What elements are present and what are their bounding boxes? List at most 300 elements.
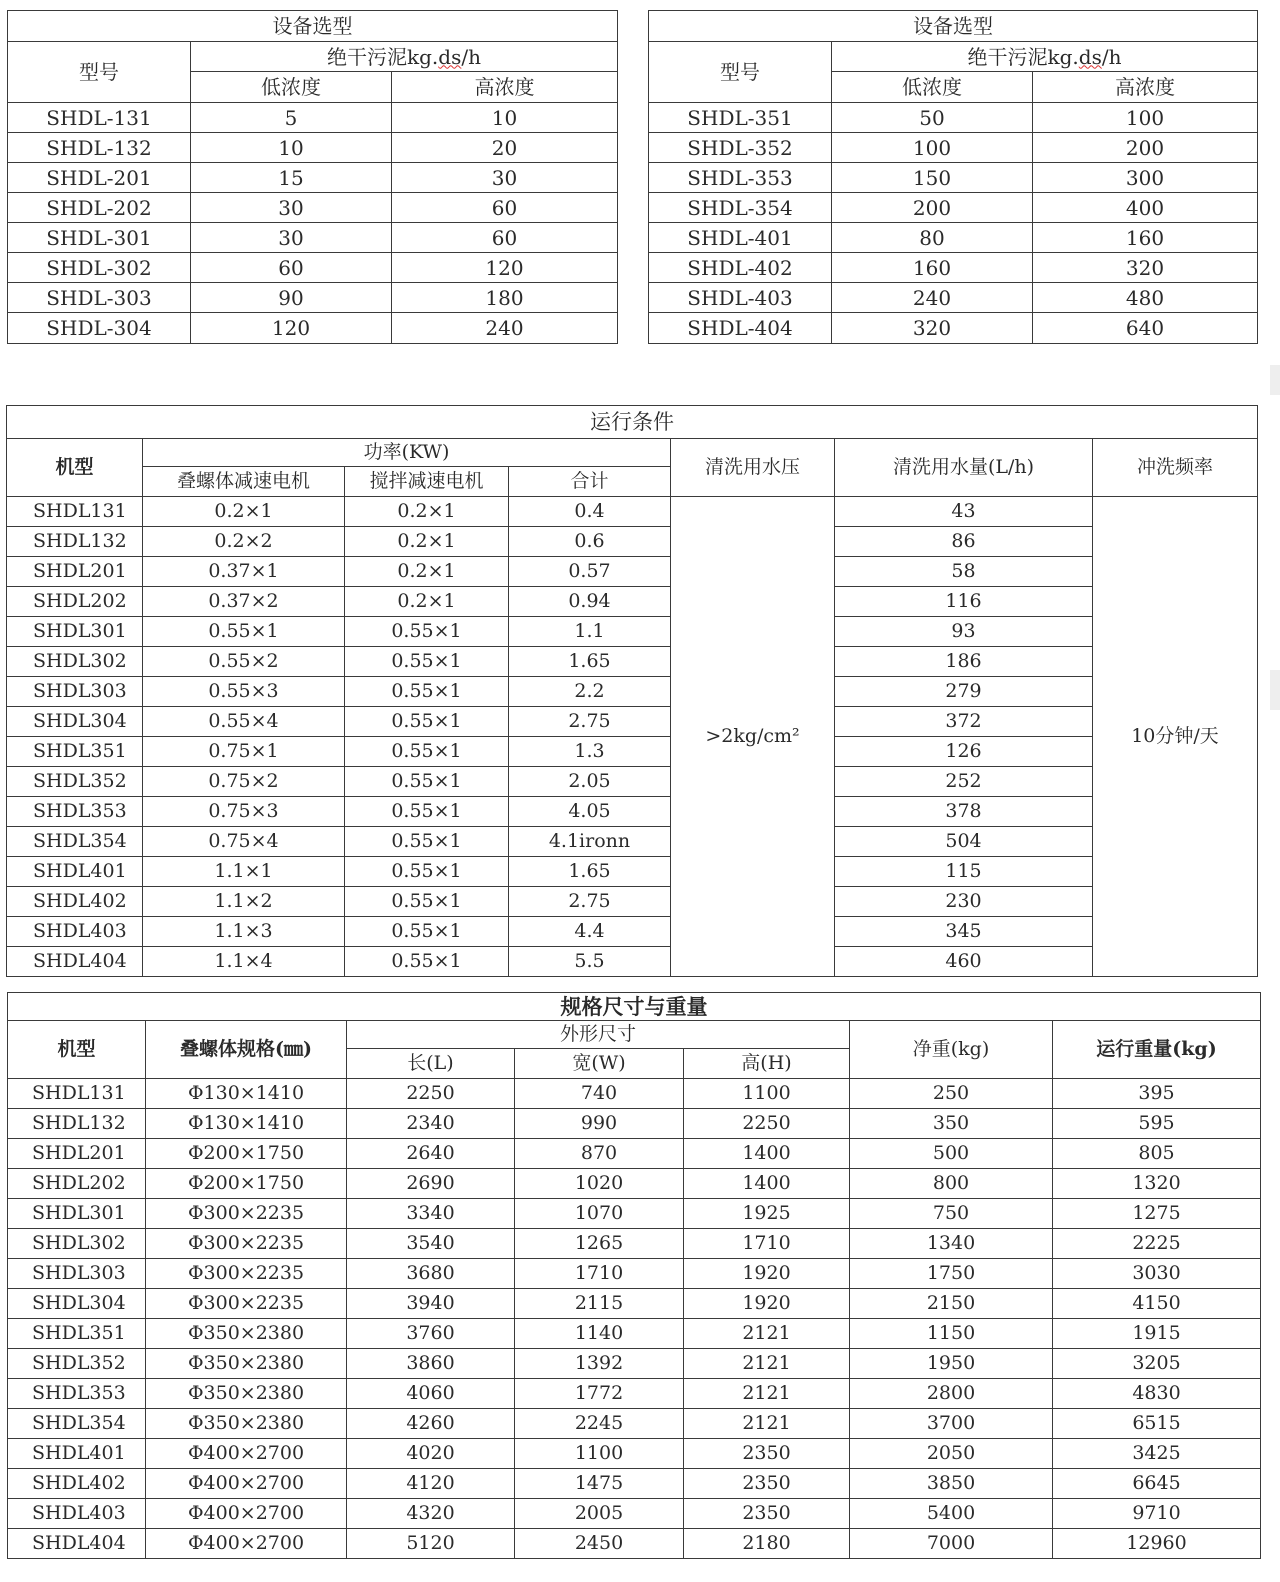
model-cell: SHDL-304 xyxy=(8,313,191,344)
height-cell: 2350 xyxy=(684,1439,850,1469)
width-cell: 1710 xyxy=(515,1259,684,1289)
screw-motor-cell: 1.1×4 xyxy=(143,947,345,977)
low-concentration-cell: 90 xyxy=(191,283,392,313)
high-concentration-cell: 400 xyxy=(1033,193,1258,223)
height-cell: 1920 xyxy=(684,1289,850,1319)
table-row xyxy=(7,497,1258,527)
selection-table-left xyxy=(7,10,618,344)
column-header-wash-frequency: 冲洗频率 xyxy=(1093,439,1258,497)
column-header-low-concentration: 低浓度 xyxy=(832,72,1033,103)
low-concentration-cell: 100 xyxy=(832,133,1033,163)
table-title: 设备选型 xyxy=(649,11,1258,42)
net-weight-cell: 5400 xyxy=(850,1499,1053,1529)
low-concentration-cell: 320 xyxy=(832,313,1033,344)
table-row xyxy=(7,947,1258,977)
screw-motor-cell: 1.1×2 xyxy=(143,887,345,917)
high-concentration-cell: 200 xyxy=(1033,133,1258,163)
model-cell: SHDL302 xyxy=(7,647,143,677)
column-group-header-dry-sludge: 绝干污泥kg.ds/h xyxy=(832,42,1258,72)
column-header-net-weight: 净重(kg) xyxy=(850,1021,1053,1079)
table-row xyxy=(8,283,618,313)
model-cell: SHDL351 xyxy=(7,737,143,767)
selection-table-right xyxy=(648,10,1258,344)
screw-spec-cell: Φ400×2700 xyxy=(146,1439,347,1469)
model-cell: SHDL352 xyxy=(8,1349,146,1379)
high-concentration-cell: 640 xyxy=(1033,313,1258,344)
screw-spec-cell: Φ130×1410 xyxy=(146,1079,347,1109)
running-weight-cell: 395 xyxy=(1053,1079,1261,1109)
wash-water-cell: 230 xyxy=(835,887,1093,917)
height-cell: 1400 xyxy=(684,1139,850,1169)
running-weight-cell: 1320 xyxy=(1053,1169,1261,1199)
column-header-screw-motor: 叠螺体减速电机 xyxy=(143,467,345,497)
length-cell: 4320 xyxy=(347,1499,515,1529)
total-power-cell: 0.4 xyxy=(509,497,671,527)
length-cell: 4260 xyxy=(347,1409,515,1439)
column-group-header-power: 功率(KW) xyxy=(143,439,671,467)
low-concentration-cell: 30 xyxy=(191,223,392,253)
net-weight-cell: 1750 xyxy=(850,1259,1053,1289)
table-row xyxy=(7,827,1258,857)
table-row xyxy=(8,1409,1261,1439)
wash-water-cell: 460 xyxy=(835,947,1093,977)
mixer-motor-cell: 0.2×1 xyxy=(345,527,509,557)
scrollbar-fragment xyxy=(1270,670,1280,710)
total-power-cell: 4.1ironn xyxy=(509,827,671,857)
net-weight-cell: 500 xyxy=(850,1139,1053,1169)
net-weight-cell: 750 xyxy=(850,1199,1053,1229)
screw-motor-cell: 0.55×4 xyxy=(143,707,345,737)
table-row xyxy=(8,1469,1261,1499)
screw-motor-cell: 1.1×3 xyxy=(143,917,345,947)
model-cell: SHDL-301 xyxy=(8,223,191,253)
column-group-header-dry-sludge: 绝干污泥kg.ds/h xyxy=(191,42,618,72)
table-row xyxy=(8,253,618,283)
total-power-cell: 1.3 xyxy=(509,737,671,767)
height-cell: 2250 xyxy=(684,1109,850,1139)
column-group-header-outer-dimensions: 外形尺寸 xyxy=(347,1021,850,1049)
length-cell: 5120 xyxy=(347,1529,515,1559)
width-cell: 990 xyxy=(515,1109,684,1139)
mixer-motor-cell: 0.55×1 xyxy=(345,797,509,827)
low-concentration-cell: 120 xyxy=(191,313,392,344)
mixer-motor-cell: 0.55×1 xyxy=(345,947,509,977)
column-header-model: 型号 xyxy=(649,42,832,103)
width-cell: 1475 xyxy=(515,1469,684,1499)
length-cell: 3540 xyxy=(347,1229,515,1259)
model-cell: SHDL351 xyxy=(8,1319,146,1349)
running-weight-cell: 805 xyxy=(1053,1139,1261,1169)
running-weight-cell: 6645 xyxy=(1053,1469,1261,1499)
model-cell: SHDL202 xyxy=(8,1169,146,1199)
model-cell: SHDL354 xyxy=(8,1409,146,1439)
wash-water-cell: 378 xyxy=(835,797,1093,827)
table-row xyxy=(649,133,1258,163)
net-weight-cell: 2050 xyxy=(850,1439,1053,1469)
high-concentration-cell: 480 xyxy=(1033,283,1258,313)
screw-motor-cell: 0.37×2 xyxy=(143,587,345,617)
table-row xyxy=(8,1349,1261,1379)
scrollbar-fragment xyxy=(1270,365,1280,395)
running-weight-cell: 6515 xyxy=(1053,1409,1261,1439)
column-header-total: 合计 xyxy=(509,467,671,497)
table-row xyxy=(7,587,1258,617)
wash-water-cell: 504 xyxy=(835,827,1093,857)
screw-spec-cell: Φ400×2700 xyxy=(146,1469,347,1499)
length-cell: 4120 xyxy=(347,1469,515,1499)
total-power-cell: 0.6 xyxy=(509,527,671,557)
screw-spec-cell: Φ350×2380 xyxy=(146,1409,347,1439)
width-cell: 1020 xyxy=(515,1169,684,1199)
mixer-motor-cell: 0.55×1 xyxy=(345,677,509,707)
wash-pressure-cell: >2kg/cm² xyxy=(671,497,835,977)
running-weight-cell: 3205 xyxy=(1053,1349,1261,1379)
net-weight-cell: 800 xyxy=(850,1169,1053,1199)
model-cell: SHDL-354 xyxy=(649,193,832,223)
table-row xyxy=(8,1139,1261,1169)
total-power-cell: 1.65 xyxy=(509,857,671,887)
running-weight-cell: 3425 xyxy=(1053,1439,1261,1469)
model-cell: SHDL202 xyxy=(7,587,143,617)
table-row xyxy=(7,737,1258,767)
table-row xyxy=(8,1169,1261,1199)
model-cell: SHDL402 xyxy=(8,1469,146,1499)
model-cell: SHDL132 xyxy=(7,527,143,557)
table-row xyxy=(649,253,1258,283)
column-header-height: 高(H) xyxy=(684,1049,850,1079)
table-row xyxy=(7,887,1258,917)
height-cell: 2121 xyxy=(684,1349,850,1379)
model-cell: SHDL404 xyxy=(8,1529,146,1559)
low-concentration-cell: 5 xyxy=(191,103,392,133)
running-weight-cell: 595 xyxy=(1053,1109,1261,1139)
dimensions-weight-table xyxy=(7,992,1261,1559)
mixer-motor-cell: 0.55×1 xyxy=(345,887,509,917)
total-power-cell: 0.94 xyxy=(509,587,671,617)
table-row xyxy=(649,163,1258,193)
running-weight-cell: 4150 xyxy=(1053,1289,1261,1319)
running-weight-cell: 1275 xyxy=(1053,1199,1261,1229)
model-cell: SHDL404 xyxy=(7,947,143,977)
model-cell: SHDL402 xyxy=(7,887,143,917)
width-cell: 870 xyxy=(515,1139,684,1169)
table-row xyxy=(8,1379,1261,1409)
total-power-cell: 4.05 xyxy=(509,797,671,827)
table-row xyxy=(649,313,1258,344)
high-concentration-cell: 160 xyxy=(1033,223,1258,253)
low-concentration-cell: 160 xyxy=(832,253,1033,283)
mixer-motor-cell: 0.55×1 xyxy=(345,827,509,857)
table-row xyxy=(649,223,1258,253)
table-row xyxy=(7,707,1258,737)
table-row xyxy=(649,103,1258,133)
net-weight-cell: 2150 xyxy=(850,1289,1053,1319)
screw-spec-cell: Φ350×2380 xyxy=(146,1349,347,1379)
width-cell: 2005 xyxy=(515,1499,684,1529)
net-weight-cell: 350 xyxy=(850,1109,1053,1139)
height-cell: 1400 xyxy=(684,1169,850,1199)
low-concentration-cell: 240 xyxy=(832,283,1033,313)
model-cell: SHDL352 xyxy=(7,767,143,797)
model-cell: SHDL-351 xyxy=(649,103,832,133)
model-cell: SHDL131 xyxy=(8,1079,146,1109)
model-cell: SHDL303 xyxy=(7,677,143,707)
table-row xyxy=(8,1319,1261,1349)
mixer-motor-cell: 0.55×1 xyxy=(345,857,509,887)
high-concentration-cell: 120 xyxy=(392,253,618,283)
table-row xyxy=(7,767,1258,797)
column-header-wash-pressure: 清洗用水压 xyxy=(671,439,835,497)
length-cell: 3760 xyxy=(347,1319,515,1349)
height-cell: 2350 xyxy=(684,1499,850,1529)
wash-water-cell: 58 xyxy=(835,557,1093,587)
length-cell: 2690 xyxy=(347,1169,515,1199)
wash-water-cell: 115 xyxy=(835,857,1093,887)
total-power-cell: 2.75 xyxy=(509,707,671,737)
screw-motor-cell: 1.1×1 xyxy=(143,857,345,887)
column-header-low-concentration: 低浓度 xyxy=(191,72,392,103)
length-cell: 4020 xyxy=(347,1439,515,1469)
total-power-cell: 1.1 xyxy=(509,617,671,647)
high-concentration-cell: 180 xyxy=(392,283,618,313)
column-header-wash-water: 清洗用水量(L/h) xyxy=(835,439,1093,497)
total-power-cell: 5.5 xyxy=(509,947,671,977)
length-cell: 2250 xyxy=(347,1079,515,1109)
table-row xyxy=(8,1259,1261,1289)
column-header-running-weight: 运行重量(kg) xyxy=(1053,1021,1261,1079)
height-cell: 2121 xyxy=(684,1379,850,1409)
column-header-screw-spec: 叠螺体规格(㎜) xyxy=(146,1021,347,1079)
table-row xyxy=(8,163,618,193)
model-cell: SHDL-403 xyxy=(649,283,832,313)
mixer-motor-cell: 0.2×1 xyxy=(345,497,509,527)
net-weight-cell: 1950 xyxy=(850,1349,1053,1379)
screw-motor-cell: 0.75×4 xyxy=(143,827,345,857)
model-cell: SHDL403 xyxy=(8,1499,146,1529)
table-row xyxy=(7,677,1258,707)
table-row xyxy=(7,917,1258,947)
net-weight-cell: 3850 xyxy=(850,1469,1053,1499)
wash-water-cell: 116 xyxy=(835,587,1093,617)
width-cell: 1100 xyxy=(515,1439,684,1469)
mixer-motor-cell: 0.55×1 xyxy=(345,917,509,947)
wash-water-cell: 372 xyxy=(835,707,1093,737)
screw-motor-cell: 0.55×2 xyxy=(143,647,345,677)
model-cell: SHDL403 xyxy=(7,917,143,947)
mixer-motor-cell: 0.2×1 xyxy=(345,587,509,617)
low-concentration-cell: 30 xyxy=(191,193,392,223)
model-cell: SHDL131 xyxy=(7,497,143,527)
model-cell: SHDL353 xyxy=(7,797,143,827)
column-header-length: 长(L) xyxy=(347,1049,515,1079)
net-weight-cell: 250 xyxy=(850,1079,1053,1109)
net-weight-cell: 1150 xyxy=(850,1319,1053,1349)
total-power-cell: 2.05 xyxy=(509,767,671,797)
column-header-high-concentration: 高浓度 xyxy=(392,72,618,103)
wash-water-cell: 186 xyxy=(835,647,1093,677)
height-cell: 1920 xyxy=(684,1259,850,1289)
model-cell: SHDL304 xyxy=(7,707,143,737)
table-row xyxy=(8,223,618,253)
running-weight-cell: 2225 xyxy=(1053,1229,1261,1259)
height-cell: 1100 xyxy=(684,1079,850,1109)
model-cell: SHDL-201 xyxy=(8,163,191,193)
height-cell: 2180 xyxy=(684,1529,850,1559)
table-row xyxy=(7,647,1258,677)
running-weight-cell: 9710 xyxy=(1053,1499,1261,1529)
column-header-model: 机型 xyxy=(7,439,143,497)
high-concentration-cell: 60 xyxy=(392,193,618,223)
model-cell: SHDL304 xyxy=(8,1289,146,1319)
length-cell: 3340 xyxy=(347,1199,515,1229)
total-power-cell: 0.57 xyxy=(509,557,671,587)
high-concentration-cell: 10 xyxy=(392,103,618,133)
model-cell: SHDL401 xyxy=(8,1439,146,1469)
high-concentration-cell: 30 xyxy=(392,163,618,193)
table-row xyxy=(7,527,1258,557)
model-cell: SHDL303 xyxy=(8,1259,146,1289)
table-row xyxy=(7,557,1258,587)
table-row xyxy=(649,193,1258,223)
length-cell: 4060 xyxy=(347,1379,515,1409)
mixer-motor-cell: 0.55×1 xyxy=(345,707,509,737)
model-cell: SHDL401 xyxy=(7,857,143,887)
mixer-motor-cell: 0.55×1 xyxy=(345,737,509,767)
total-power-cell: 4.4 xyxy=(509,917,671,947)
screw-spec-cell: Φ400×2700 xyxy=(146,1499,347,1529)
mixer-motor-cell: 0.55×1 xyxy=(345,767,509,797)
wash-water-cell: 252 xyxy=(835,767,1093,797)
width-cell: 1070 xyxy=(515,1199,684,1229)
width-cell: 2245 xyxy=(515,1409,684,1439)
table-row xyxy=(8,1229,1261,1259)
table-row xyxy=(8,133,618,163)
screw-spec-cell: Φ300×2235 xyxy=(146,1229,347,1259)
height-cell: 1925 xyxy=(684,1199,850,1229)
table-row xyxy=(8,193,618,223)
high-concentration-cell: 100 xyxy=(1033,103,1258,133)
wash-frequency-cell: 10分钟/天 xyxy=(1093,497,1258,977)
high-concentration-cell: 240 xyxy=(392,313,618,344)
column-header-model: 型号 xyxy=(8,42,191,103)
width-cell: 2450 xyxy=(515,1529,684,1559)
column-header-mixer-motor: 搅拌减速电机 xyxy=(345,467,509,497)
running-weight-cell: 1915 xyxy=(1053,1319,1261,1349)
low-concentration-cell: 60 xyxy=(191,253,392,283)
model-cell: SHDL-302 xyxy=(8,253,191,283)
screw-spec-cell: Φ400×2700 xyxy=(146,1529,347,1559)
screw-motor-cell: 0.55×1 xyxy=(143,617,345,647)
table-row xyxy=(8,1289,1261,1319)
screw-motor-cell: 0.75×2 xyxy=(143,767,345,797)
width-cell: 1772 xyxy=(515,1379,684,1409)
total-power-cell: 2.75 xyxy=(509,887,671,917)
table-row xyxy=(649,283,1258,313)
mixer-motor-cell: 0.55×1 xyxy=(345,617,509,647)
screw-spec-cell: Φ350×2380 xyxy=(146,1379,347,1409)
wash-water-cell: 279 xyxy=(835,677,1093,707)
model-cell: SHDL-303 xyxy=(8,283,191,313)
total-power-cell: 2.2 xyxy=(509,677,671,707)
screw-motor-cell: 0.2×2 xyxy=(143,527,345,557)
screw-spec-cell: Φ300×2235 xyxy=(146,1199,347,1229)
model-cell: SHDL-404 xyxy=(649,313,832,344)
column-header-model: 机型 xyxy=(8,1021,146,1079)
running-weight-cell: 12960 xyxy=(1053,1529,1261,1559)
model-cell: SHDL-352 xyxy=(649,133,832,163)
high-concentration-cell: 320 xyxy=(1033,253,1258,283)
length-cell: 2640 xyxy=(347,1139,515,1169)
width-cell: 1392 xyxy=(515,1349,684,1379)
model-cell: SHDL302 xyxy=(8,1229,146,1259)
total-power-cell: 1.65 xyxy=(509,647,671,677)
low-concentration-cell: 150 xyxy=(832,163,1033,193)
screw-motor-cell: 0.2×1 xyxy=(143,497,345,527)
net-weight-cell: 7000 xyxy=(850,1529,1053,1559)
net-weight-cell: 1340 xyxy=(850,1229,1053,1259)
net-weight-cell: 3700 xyxy=(850,1409,1053,1439)
low-concentration-cell: 10 xyxy=(191,133,392,163)
height-cell: 1710 xyxy=(684,1229,850,1259)
table-row xyxy=(8,1199,1261,1229)
table-row xyxy=(8,1529,1261,1559)
screw-spec-cell: Φ300×2235 xyxy=(146,1289,347,1319)
model-cell: SHDL201 xyxy=(7,557,143,587)
model-cell: SHDL-131 xyxy=(8,103,191,133)
table-row xyxy=(8,1439,1261,1469)
width-cell: 1140 xyxy=(515,1319,684,1349)
low-concentration-cell: 200 xyxy=(832,193,1033,223)
low-concentration-cell: 50 xyxy=(832,103,1033,133)
table-title: 运行条件 xyxy=(7,406,1258,439)
screw-spec-cell: Φ350×2380 xyxy=(146,1319,347,1349)
high-concentration-cell: 300 xyxy=(1033,163,1258,193)
table-row xyxy=(8,1079,1261,1109)
table-title: 设备选型 xyxy=(8,11,618,42)
table-row xyxy=(7,617,1258,647)
high-concentration-cell: 20 xyxy=(392,133,618,163)
column-header-width: 宽(W) xyxy=(515,1049,684,1079)
screw-motor-cell: 0.75×1 xyxy=(143,737,345,767)
screw-spec-cell: Φ300×2235 xyxy=(146,1259,347,1289)
model-cell: SHDL-402 xyxy=(649,253,832,283)
screw-spec-cell: Φ200×1750 xyxy=(146,1139,347,1169)
net-weight-cell: 2800 xyxy=(850,1379,1053,1409)
model-cell: SHDL-353 xyxy=(649,163,832,193)
width-cell: 1265 xyxy=(515,1229,684,1259)
model-cell: SHDL301 xyxy=(8,1199,146,1229)
model-cell: SHDL353 xyxy=(8,1379,146,1409)
screw-spec-cell: Φ130×1410 xyxy=(146,1109,347,1139)
table-row xyxy=(7,857,1258,887)
wash-water-cell: 93 xyxy=(835,617,1093,647)
wash-water-cell: 43 xyxy=(835,497,1093,527)
wash-water-cell: 86 xyxy=(835,527,1093,557)
length-cell: 3940 xyxy=(347,1289,515,1319)
width-cell: 2115 xyxy=(515,1289,684,1319)
table-row xyxy=(8,1499,1261,1529)
length-cell: 2340 xyxy=(347,1109,515,1139)
model-cell: SHDL354 xyxy=(7,827,143,857)
wash-water-cell: 126 xyxy=(835,737,1093,767)
operating-conditions-table xyxy=(6,405,1258,977)
low-concentration-cell: 15 xyxy=(191,163,392,193)
mixer-motor-cell: 0.2×1 xyxy=(345,557,509,587)
length-cell: 3680 xyxy=(347,1259,515,1289)
running-weight-cell: 3030 xyxy=(1053,1259,1261,1289)
model-cell: SHDL301 xyxy=(7,617,143,647)
high-concentration-cell: 60 xyxy=(392,223,618,253)
